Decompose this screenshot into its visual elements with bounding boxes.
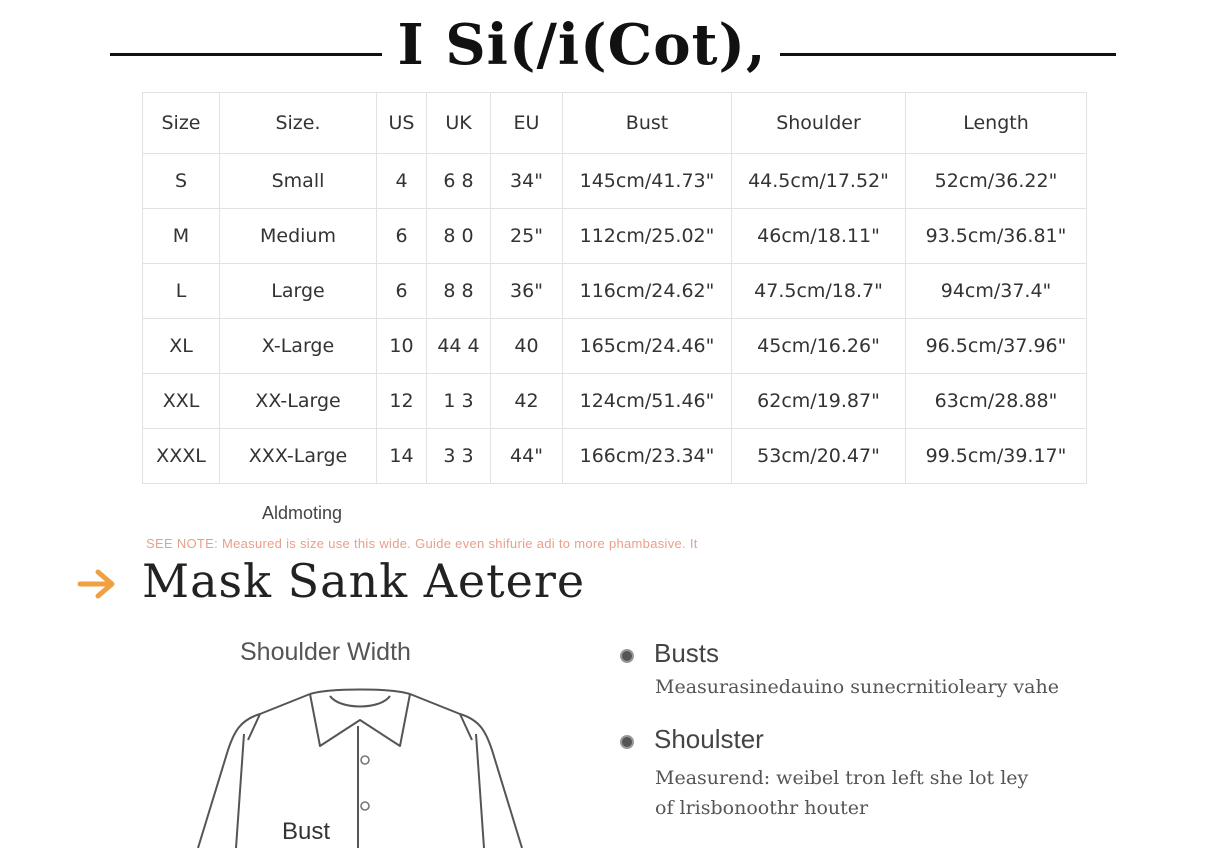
header-cell: Size. [220,93,377,154]
tip-title-shoulder: Shoulster [654,724,764,754]
table-cell: 116cm/24.62" [563,264,732,319]
shoulder-width-label: Shoulder Width [240,638,411,666]
bullet-icon [620,735,634,749]
table-cell: Medium [220,209,377,264]
table-cell: 165cm/24.46" [563,319,732,374]
table-row [143,154,1087,209]
tip-text-shoulder-line-2: of lrisbonoothr houter [655,797,869,819]
table-cell: 46cm/18.11" [732,209,906,264]
table-cell: 94cm/37.4" [906,264,1087,319]
page-title: I Si(/i(Cot), [397,12,767,78]
shirt-button [361,802,369,810]
table-cell: 99.5cm/39.17" [906,429,1087,484]
table-cell: 96.5cm/37.96" [906,319,1087,374]
table-cell: 44 4 [427,319,491,374]
table-cell: 12 [377,374,427,429]
table-row [143,209,1087,264]
table-cell: 6 [377,264,427,319]
table-cell: 25" [491,209,563,264]
table-cell: 8 8 [427,264,491,319]
header-cell: Size [143,93,220,154]
table-cell: XXXL [143,429,220,484]
table-cell: 10 [377,319,427,374]
table-cell: X-Large [220,319,377,374]
arrow-right-icon [76,562,120,606]
title-divider-left [110,53,382,56]
table-cell: 14 [377,429,427,484]
table-cell: XXX-Large [220,429,377,484]
table-row [143,264,1087,319]
table-cell: 145cm/41.73" [563,154,732,209]
table-cell: XL [143,319,220,374]
shirt-diagram [180,680,540,848]
collar-back [330,696,390,707]
header-cell: UK [427,93,491,154]
header-cell: EU [491,93,563,154]
table-cell: 47.5cm/18.7" [732,264,906,319]
table-row [143,319,1087,374]
sleeve-seam-right [476,734,484,848]
header-cell: Shoulder [732,93,906,154]
table-cell: 36" [491,264,563,319]
shirt-outline-right [310,690,522,848]
note-text: SEE NOTE: Measured is size use this wide. Guide even shifurie adi to more phambasive. It [146,536,698,551]
tip-title-bust: Busts [654,638,720,668]
tip-text-shoulder-line-1: Measurend: weibel tron left she lot ley [655,767,1029,789]
table-cell: 34" [491,154,563,209]
table-cell: 40 [491,319,563,374]
header-cell: Length [906,93,1087,154]
title-bar [0,10,1216,80]
table-cell: XX-Large [220,374,377,429]
table-cell: 166cm/23.34" [563,429,732,484]
table-header-row [143,93,1087,154]
table-cell: 8 0 [427,209,491,264]
table-cell: M [143,209,220,264]
table-cell: 1 3 [427,374,491,429]
table-cell: 6 [377,209,427,264]
table-cell: 3 3 [427,429,491,484]
sleeve-seam-left [236,734,244,848]
table-cell: Large [220,264,377,319]
header-cell: US [377,93,427,154]
table-cell: 52cm/36.22" [906,154,1087,209]
table-cell: XXL [143,374,220,429]
title-divider-right [780,53,1116,56]
table-cell: 4 [377,154,427,209]
table-row [143,374,1087,429]
size-chart-table [142,92,1087,484]
bullet-icon [620,649,634,663]
shirt-button [361,756,369,764]
note-heading: Aldmoting [262,503,343,523]
table-cell: 53cm/20.47" [732,429,906,484]
table-cell: 93.5cm/36.81" [906,209,1087,264]
table-cell: 44" [491,429,563,484]
table-cell: 42 [491,374,563,429]
table-cell: L [143,264,220,319]
section-title: Mask Sank Aetere [142,554,586,608]
shirt-collar [310,694,410,746]
table-cell: 6 8 [427,154,491,209]
table-cell: 44.5cm/17.52" [732,154,906,209]
tip-text-bust: Measurasinedauino sunecrnitioleary vahe [655,676,1059,698]
table-cell: 45cm/16.26" [732,319,906,374]
header-cell: Bust [563,93,732,154]
table-cell: 63cm/28.88" [906,374,1087,429]
bust-label: Bust [282,818,331,845]
table-cell: S [143,154,220,209]
table-row [143,429,1087,484]
table-cell: 124cm/51.46" [563,374,732,429]
table-cell: Small [220,154,377,209]
table-cell: 62cm/19.87" [732,374,906,429]
table-cell: 112cm/25.02" [563,209,732,264]
